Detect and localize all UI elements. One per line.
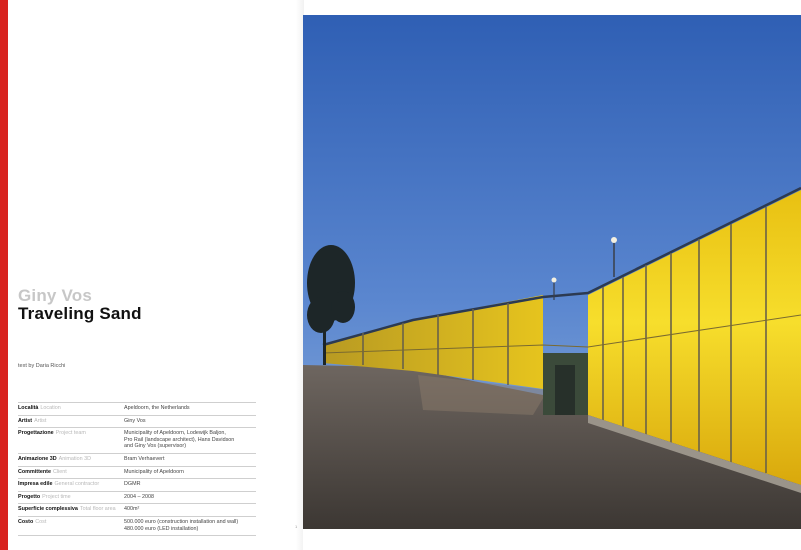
facts-value: Giny Vos bbox=[124, 417, 146, 424]
facts-label-en: Total floor area bbox=[79, 506, 116, 513]
facts-label: Impresa edile bbox=[18, 481, 53, 488]
facts-label-en: Location bbox=[40, 405, 61, 411]
artist-name: Giny Vos bbox=[18, 286, 93, 305]
facts-label: Costo bbox=[18, 518, 34, 525]
facts-row bbox=[18, 427, 256, 453]
facts-row bbox=[18, 478, 256, 491]
facts-value: 400m² bbox=[124, 506, 140, 513]
facts-row bbox=[18, 402, 256, 415]
door bbox=[555, 365, 575, 415]
facts-label-en: Animation 3D bbox=[58, 455, 92, 462]
facts-value: 500.000 euro (construction installation and wall) 480.000 euro (LED installation) bbox=[124, 518, 239, 532]
facts-label-en: General contractor bbox=[54, 481, 100, 488]
facts-label: Progetto bbox=[18, 493, 41, 500]
facts-row bbox=[18, 415, 256, 428]
facts-row bbox=[18, 491, 256, 504]
facts-row bbox=[18, 453, 256, 466]
project-facts-table bbox=[18, 402, 256, 536]
facts-label-en: Client bbox=[52, 468, 67, 475]
byline: text by Daria Ricchi bbox=[18, 363, 66, 369]
facts-label: Superficie complessiva bbox=[18, 506, 78, 513]
project-title: Traveling Sand bbox=[18, 304, 142, 323]
facts-value: Bram Verhaevert bbox=[124, 455, 165, 462]
facts-row bbox=[18, 516, 256, 536]
facts-label-en: Artist bbox=[34, 417, 47, 424]
facts-value: Apeldoorn, the Netherlands bbox=[124, 405, 190, 411]
facts-label: Animazione 3D bbox=[18, 455, 57, 462]
facts-label-en: Project team bbox=[55, 430, 86, 437]
facts-label: Progettazione bbox=[18, 430, 54, 437]
red-edge-bar bbox=[0, 0, 8, 550]
bottom-margin bbox=[303, 529, 801, 550]
facts-value: 2004 – 2008 bbox=[124, 493, 154, 500]
facts-value: DGMR bbox=[124, 481, 141, 488]
facts-label-en: Project time bbox=[42, 493, 71, 500]
facts-row bbox=[18, 466, 256, 479]
facts-label: Località bbox=[18, 405, 39, 411]
facts-value: Municipality of Apeldoorn bbox=[124, 468, 184, 475]
building-photo bbox=[303, 15, 801, 529]
page-folio: 1 bbox=[295, 524, 298, 529]
facts-label: Artist bbox=[18, 417, 33, 424]
facts-row bbox=[18, 503, 256, 516]
facts-label-en: Cost bbox=[35, 518, 47, 525]
facts-value: Municipality of Apeldoorn, Lodewijk Baljon, Pro Rail (landscape architect), Hans Davidson and Giny Vos (supervisor) bbox=[124, 430, 235, 450]
facts-label: Committente bbox=[18, 468, 51, 475]
